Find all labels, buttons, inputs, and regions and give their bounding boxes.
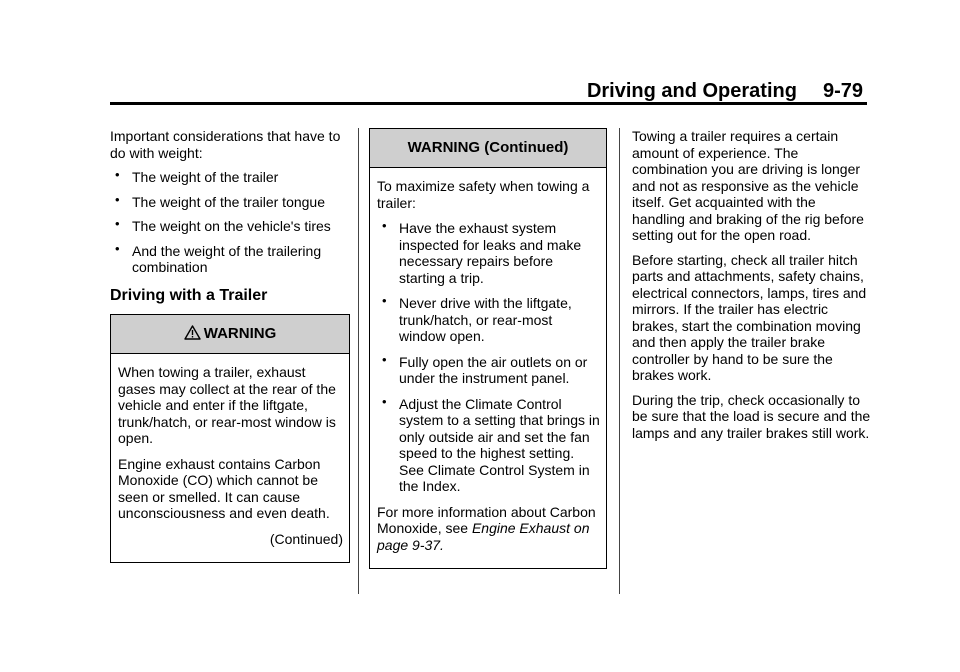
bullet-icon: • bbox=[115, 240, 120, 256]
column-divider bbox=[619, 128, 620, 594]
list-item: • Never drive with the liftgate, trunk/hatch, or rear-most window open. bbox=[382, 293, 572, 344]
warning-triangle-icon bbox=[184, 317, 201, 355]
bullet-icon: • bbox=[382, 393, 387, 409]
list-item: • The weight of the trailer bbox=[115, 167, 279, 185]
column-2 bbox=[369, 128, 607, 569]
page-number: 9-79 bbox=[822, 80, 863, 102]
list-item: • Fully open the air outlets on or under the instrument panel. bbox=[382, 351, 588, 386]
warning-paragraph: Engine exhaust contains Carbon Monoxide (CO) which cannot be seen or smelled. It can cause unconsciousness and even death. bbox=[118, 455, 330, 521]
bullet-icon: • bbox=[115, 216, 120, 231]
warning-box bbox=[110, 314, 350, 563]
bullet-icon: • bbox=[382, 351, 387, 367]
weight-list bbox=[110, 169, 350, 276]
warning-paragraph: When towing a trailer, exhaust gases may collect at the rear of the vehicle and enter if the liftgate, trunk/hatch, or rear-most window is open. bbox=[118, 364, 336, 446]
warning-footer: For more information about Carbon Monoxide, see Engine Exhaust on page 9-37. bbox=[377, 503, 596, 553]
list-item: • Have the exhaust system inspected for leaks and make necessary repairs before starting a trip. bbox=[382, 218, 582, 286]
bullet-icon: • bbox=[382, 293, 387, 308]
warning-intro: To maximize safety when towing a trailer: bbox=[377, 178, 590, 211]
header-rule bbox=[110, 102, 867, 105]
warning-body bbox=[111, 354, 349, 562]
column-1 bbox=[110, 128, 350, 563]
warning-header: WARNING (Continued) bbox=[370, 129, 606, 168]
bullet-icon: • bbox=[115, 167, 120, 182]
continued-label: (Continued) bbox=[269, 530, 343, 547]
bullet-icon: • bbox=[115, 191, 120, 207]
column-divider bbox=[358, 128, 359, 594]
section-subheading: Driving with a Trailer bbox=[110, 286, 268, 304]
safety-list bbox=[377, 220, 600, 495]
section-title: Driving and Operating bbox=[586, 80, 797, 102]
list-item: • The weight of the trailer tongue bbox=[115, 191, 326, 210]
warning-body bbox=[370, 168, 606, 568]
body-paragraph: During the trip, check occasionally to be sure that the load is secure and the lamps and any trailer brakes still work. bbox=[632, 391, 871, 441]
body-paragraph: Towing a trailer requires a certain amount of experience. The combination you are driving is longer and not as responsive as the vehicle itself. Get acquainted with the handling and braking of the rig before setting out for the open road. bbox=[632, 128, 864, 243]
bullet-icon: • bbox=[382, 218, 387, 233]
cross-reference-link[interactable]: Engine Exhaust on page 9-37. bbox=[377, 520, 590, 553]
weight-intro: Important considerations that have to do with weight: bbox=[110, 128, 341, 161]
list-item: • And the weight of the trailering combination bbox=[115, 240, 322, 275]
list-item: • Adjust the Climate Control system to a setting that brings in only outside air and set the fan speed to the highest setting. See Climate Control System in the Index. bbox=[382, 393, 600, 494]
warning-header bbox=[111, 315, 349, 354]
page-header bbox=[587, 80, 863, 103]
column-3 bbox=[632, 128, 872, 449]
warning-title: WARNING bbox=[203, 325, 277, 342]
warning-box-continued bbox=[369, 128, 607, 569]
body-paragraph: Before starting, check all trailer hitch parts and attachments, safety chains, electrical connectors, lamps, tires and mirrors. If the trailer has electric brakes, start the combination moving and then apply the trailer brake controller by hand to be sure the brakes work. bbox=[632, 251, 867, 383]
list-item: • The weight on the vehicle's tires bbox=[115, 216, 331, 234]
